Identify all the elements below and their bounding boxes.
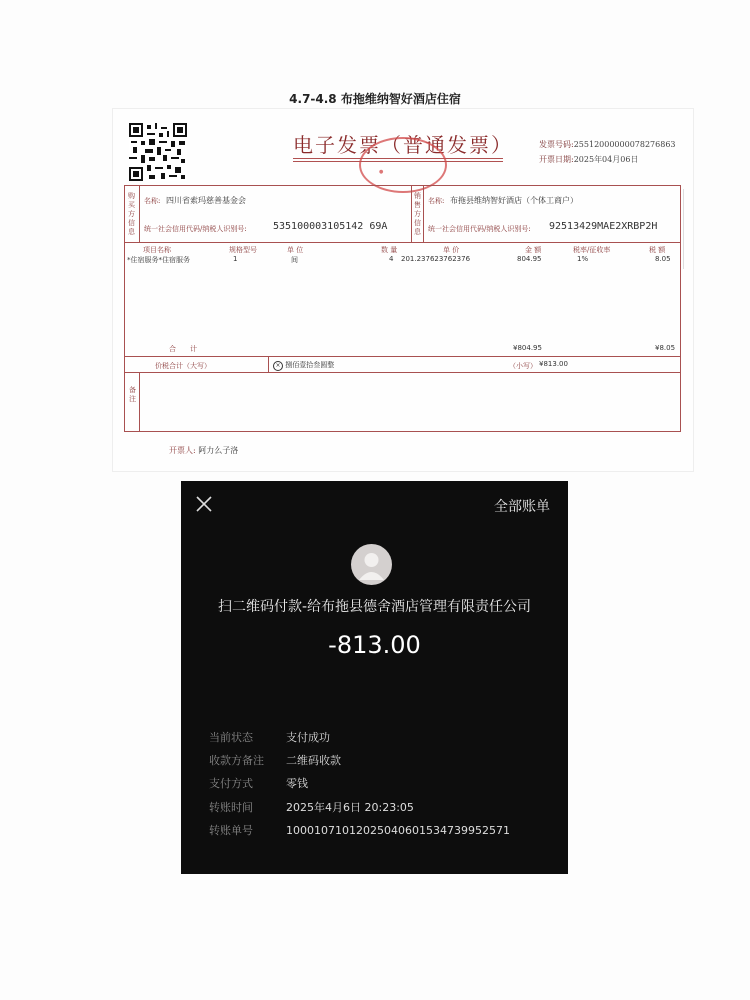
invoice-date: 开票日期:2025年04月06日 bbox=[539, 155, 639, 164]
buyer-section-label: 购买方信息 bbox=[128, 192, 135, 236]
item-amount: 804.95 bbox=[517, 255, 542, 263]
detail-status: 当前状态 支付成功 bbox=[209, 731, 330, 744]
col-amount: 金 额 bbox=[525, 246, 542, 254]
merchant-name: 扫二维码付款-给布拖县德舍酒店管理有限责任公司 bbox=[217, 599, 532, 615]
detail-method: 支付方式 零钱 bbox=[209, 777, 308, 790]
col-unit: 单 位 bbox=[287, 246, 304, 254]
all-bills-link[interactable]: 全部账单 bbox=[494, 499, 550, 515]
payment-receipt bbox=[181, 481, 568, 874]
item-spec: 1 bbox=[233, 255, 238, 263]
detail-transaction-id: 转账单号 10001071012025040601534739952571 bbox=[209, 824, 510, 837]
page-title: 4.7-4.8 布拖维纳智好酒店住宿 bbox=[289, 92, 461, 106]
col-name: 项目名称 bbox=[143, 246, 171, 254]
col-tax-rate: 税率/征收率 bbox=[573, 246, 611, 254]
item-qty: 4 bbox=[389, 255, 394, 263]
item-unit-price: 201.237623762376 bbox=[401, 255, 471, 263]
buyer-tax-label: 统一社会信用代码/纳税人识别号: bbox=[144, 225, 247, 233]
col-spec: 规格型号 bbox=[229, 246, 257, 254]
price-tax-label: 价税合计（大写） bbox=[155, 362, 211, 370]
item-unit: 间 bbox=[291, 256, 298, 264]
seal-stamp-icon: ● bbox=[359, 137, 447, 193]
circle-x-icon: × bbox=[273, 361, 283, 371]
item-tax: 8.05 bbox=[655, 255, 671, 263]
col-qty: 数 量 bbox=[381, 246, 398, 254]
total-amount: ¥804.95 bbox=[513, 344, 542, 352]
seller-name-label: 名称: bbox=[428, 197, 445, 205]
detail-time: 转账时间 2025年4月6日 20:23:05 bbox=[209, 801, 414, 814]
small-label: （小写） bbox=[509, 362, 537, 370]
remarks-label: 备注 bbox=[129, 386, 136, 403]
seller-section-label: 销售方信息 bbox=[414, 192, 421, 236]
invoice-number: 发票号码:25512000000078276863 bbox=[539, 140, 676, 149]
issuer: 开票人: 阿力么子洛 bbox=[169, 446, 239, 455]
seller-tax-label: 统一社会信用代码/纳税人识别号: bbox=[428, 225, 531, 233]
buyer-name-label: 名称: bbox=[144, 197, 161, 205]
col-price: 单 价 bbox=[443, 246, 460, 254]
item-name: *住宿服务*住宿服务 bbox=[127, 256, 190, 264]
qr-code-icon bbox=[129, 123, 187, 181]
invoice-scan bbox=[112, 108, 694, 472]
avatar-icon bbox=[351, 544, 392, 585]
close-icon[interactable] bbox=[195, 495, 213, 513]
invoice-title: 电子发票（普通发票） bbox=[293, 133, 513, 157]
scan-edge bbox=[683, 189, 690, 269]
col-tax: 税 额 bbox=[649, 246, 666, 254]
item-tax-rate: 1% bbox=[577, 255, 589, 263]
total-tax: ¥8.05 bbox=[655, 344, 676, 352]
seller-name: 布拖县维纳智好酒店（个体工商户） bbox=[450, 196, 578, 205]
small-amount: ¥813.00 bbox=[539, 360, 568, 368]
buyer-name: 四川省索玛慈善基金会 bbox=[166, 196, 246, 205]
seller-tax-id: 92513429MAE2XRBP2H bbox=[549, 221, 658, 232]
buyer-tax-id: 535100003105142 69A bbox=[273, 221, 388, 232]
payment-amount: -813.00 bbox=[328, 631, 421, 659]
total-label: 合 计 bbox=[169, 345, 197, 353]
invoice-table bbox=[124, 185, 681, 432]
detail-remark: 收款方备注 二维码收款 bbox=[209, 754, 341, 767]
price-tax-words: × 捌佰壹拾叁圆整 bbox=[273, 360, 334, 371]
